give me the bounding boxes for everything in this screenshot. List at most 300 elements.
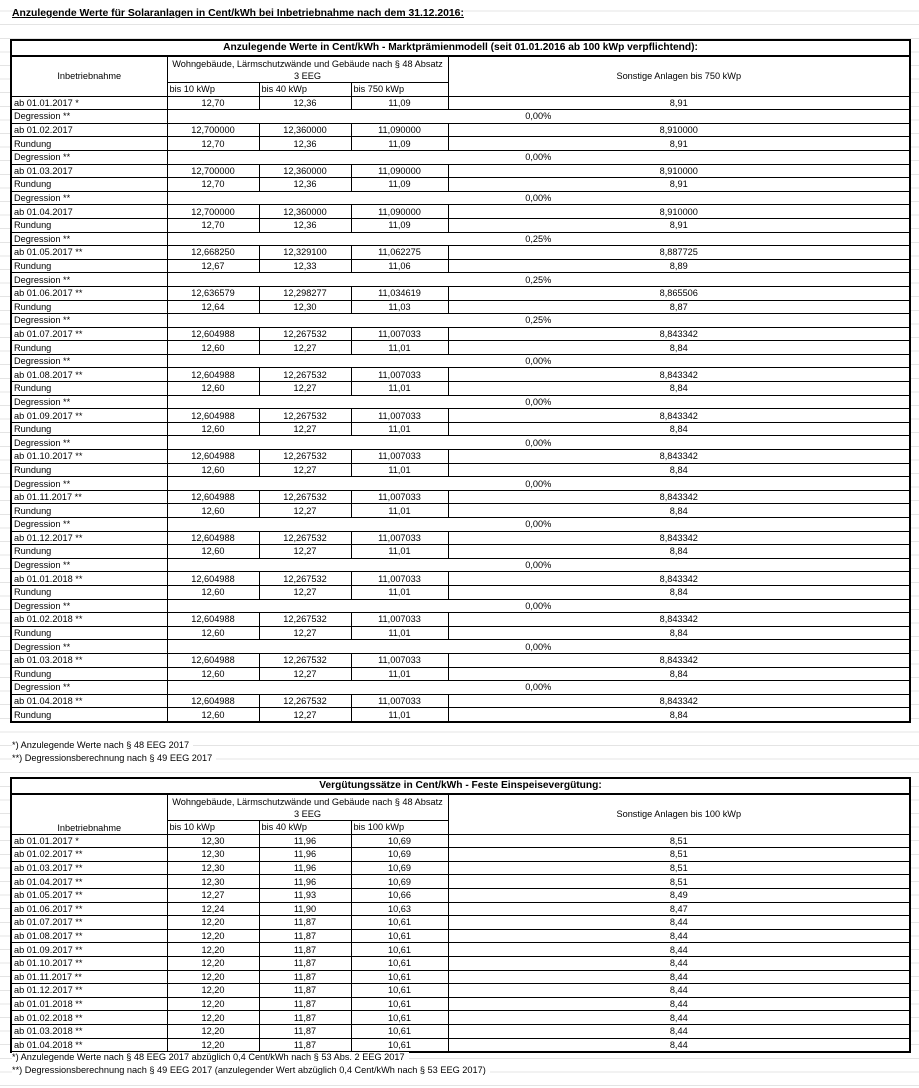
row-label: Rundung xyxy=(11,504,167,518)
value-cell: 11,01 xyxy=(351,422,448,436)
value-cell: 11,93 xyxy=(259,888,351,902)
row-label: ab 01.12.2017 ** xyxy=(11,984,167,998)
value-cell: 8,84 xyxy=(448,504,910,518)
table-row xyxy=(11,956,910,970)
table-row xyxy=(11,626,910,640)
value-cell: 11,007033 xyxy=(351,327,448,341)
row-label: Degression ** xyxy=(11,150,167,164)
row-label: ab 01.02.2018 ** xyxy=(11,613,167,627)
value-cell: 12,267532 xyxy=(259,327,351,341)
value-cell: 11,87 xyxy=(259,956,351,970)
table-row xyxy=(11,504,910,518)
value-cell: 12,604988 xyxy=(167,572,259,586)
value-cell: 12,36 xyxy=(259,178,351,192)
value-cell: 12,360000 xyxy=(259,164,351,178)
value-cell: 11,87 xyxy=(259,1024,351,1038)
degression-row xyxy=(11,640,910,654)
row-label: Degression ** xyxy=(11,354,167,368)
value-cell: 12,20 xyxy=(167,943,259,957)
value-cell: 11,87 xyxy=(259,1011,351,1025)
value-cell: 12,27 xyxy=(259,545,351,559)
value-cell: 8,44 xyxy=(448,970,910,984)
value-cell: 12,20 xyxy=(167,1024,259,1038)
degression-percent: 0,00% xyxy=(167,640,910,654)
degression-percent: 0,00% xyxy=(167,110,910,124)
degression-row xyxy=(11,599,910,613)
degression-percent: 0,00% xyxy=(167,477,910,491)
degression-percent: 0,00% xyxy=(167,599,910,613)
degression-percent: 0,00% xyxy=(167,150,910,164)
value-cell: 11,01 xyxy=(351,341,448,355)
row-label: Rundung xyxy=(11,382,167,396)
value-cell: 10,69 xyxy=(351,861,448,875)
value-cell: 11,87 xyxy=(259,943,351,957)
table-row xyxy=(11,984,910,998)
row-label: ab 01.04.2018 ** xyxy=(11,1038,167,1052)
table-row xyxy=(11,218,910,232)
degression-row xyxy=(11,354,910,368)
value-cell: 12,30 xyxy=(167,875,259,889)
value-cell: 8,843342 xyxy=(448,409,910,423)
value-cell: 11,87 xyxy=(259,984,351,998)
value-cell: 11,007033 xyxy=(351,368,448,382)
table-row xyxy=(11,286,910,300)
row-label: Rundung xyxy=(11,300,167,314)
value-cell: 10,61 xyxy=(351,943,448,957)
value-cell: 8,51 xyxy=(448,848,910,862)
value-cell: 8,84 xyxy=(448,382,910,396)
value-cell: 8,84 xyxy=(448,585,910,599)
row-label: ab 01.12.2017 ** xyxy=(11,531,167,545)
value-cell: 11,01 xyxy=(351,545,448,559)
value-cell: 8,84 xyxy=(448,463,910,477)
value-cell: 12,30 xyxy=(167,848,259,862)
value-cell: 8,84 xyxy=(448,708,910,722)
value-cell: 12,604988 xyxy=(167,368,259,382)
value-cell: 12,60 xyxy=(167,463,259,477)
row-label: ab 01.09.2017 ** xyxy=(11,409,167,423)
value-cell: 11,03 xyxy=(351,300,448,314)
subheader-cell: bis 10 kWp xyxy=(167,821,259,835)
row-label: Rundung xyxy=(11,178,167,192)
row-label: ab 01.06.2017 ** xyxy=(11,286,167,300)
row-label: ab 01.03.2018 ** xyxy=(11,653,167,667)
header-row xyxy=(11,794,910,821)
value-cell: 8,843342 xyxy=(448,572,910,586)
value-cell: 12,70 xyxy=(167,218,259,232)
value-cell: 11,01 xyxy=(351,504,448,518)
column-header-inbetriebnahme: Inbetriebnahme xyxy=(11,794,167,834)
value-cell: 11,01 xyxy=(351,708,448,722)
value-cell: 10,61 xyxy=(351,956,448,970)
degression-row xyxy=(11,436,910,450)
degression-percent: 0,00% xyxy=(167,558,910,572)
row-label: Degression ** xyxy=(11,436,167,450)
row-label: ab 01.05.2017 ** xyxy=(11,246,167,260)
value-cell: 12,60 xyxy=(167,422,259,436)
row-label: Rundung xyxy=(11,137,167,151)
value-cell: 12,27 xyxy=(259,626,351,640)
table-row xyxy=(11,450,910,464)
table-row xyxy=(11,888,910,902)
value-cell: 12,27 xyxy=(167,888,259,902)
value-cell: 11,062275 xyxy=(351,246,448,260)
value-cell: 12,20 xyxy=(167,997,259,1011)
value-cell: 12,60 xyxy=(167,585,259,599)
row-label: Rundung xyxy=(11,259,167,273)
value-cell: 8,44 xyxy=(448,984,910,998)
row-label: ab 01.04.2018 ** xyxy=(11,694,167,708)
row-label: ab 01.01.2017 * xyxy=(11,834,167,848)
value-cell: 11,09 xyxy=(351,178,448,192)
column-header-inbetriebnahme: Inbetriebnahme xyxy=(11,56,167,96)
value-cell: 8,44 xyxy=(448,1024,910,1038)
row-label: Degression ** xyxy=(11,518,167,532)
value-cell: 10,63 xyxy=(351,902,448,916)
value-cell: 11,01 xyxy=(351,463,448,477)
value-cell: 11,06 xyxy=(351,259,448,273)
table-row xyxy=(11,341,910,355)
value-cell: 12,27 xyxy=(259,708,351,722)
table-row xyxy=(11,137,910,151)
table-caption-row xyxy=(11,778,910,794)
value-cell: 12,604988 xyxy=(167,653,259,667)
value-cell: 8,843342 xyxy=(448,450,910,464)
value-cell: 11,007033 xyxy=(351,694,448,708)
value-cell: 11,01 xyxy=(351,667,448,681)
value-cell: 12,64 xyxy=(167,300,259,314)
column-header-group: Wohngebäude, Lärmschutzwände und Gebäude nach § 48 Absatz 3 EEG xyxy=(167,794,448,821)
row-label: Degression ** xyxy=(11,681,167,695)
value-cell: 11,01 xyxy=(351,382,448,396)
value-cell: 10,61 xyxy=(351,970,448,984)
value-cell: 12,700000 xyxy=(167,205,259,219)
value-cell: 8,843342 xyxy=(448,368,910,382)
value-cell: 10,61 xyxy=(351,1011,448,1025)
table-row xyxy=(11,205,910,219)
table-row xyxy=(11,943,910,957)
row-label: ab 01.08.2017 ** xyxy=(11,929,167,943)
table-row xyxy=(11,164,910,178)
table-row xyxy=(11,997,910,1011)
column-header-other: Sonstige Anlagen bis 750 kWp xyxy=(448,56,910,96)
value-cell: 11,090000 xyxy=(351,164,448,178)
row-label: ab 01.05.2017 ** xyxy=(11,888,167,902)
row-label: ab 01.11.2017 ** xyxy=(11,970,167,984)
value-cell: 8,84 xyxy=(448,545,910,559)
table-row xyxy=(11,246,910,260)
value-cell: 12,700000 xyxy=(167,123,259,137)
value-cell: 12,329100 xyxy=(259,246,351,260)
value-cell: 11,007033 xyxy=(351,531,448,545)
value-cell: 12,604988 xyxy=(167,531,259,545)
value-cell: 8,91 xyxy=(448,218,910,232)
table-row xyxy=(11,572,910,586)
value-cell: 8,910000 xyxy=(448,123,910,137)
value-cell: 11,007033 xyxy=(351,613,448,627)
table-row xyxy=(11,1011,910,1025)
value-cell: 12,298277 xyxy=(259,286,351,300)
value-cell: 12,33 xyxy=(259,259,351,273)
value-cell: 12,20 xyxy=(167,956,259,970)
value-cell: 12,27 xyxy=(259,585,351,599)
value-cell: 12,267532 xyxy=(259,368,351,382)
subheader-cell: bis 10 kWp xyxy=(167,83,259,97)
row-label: ab 01.01.2017 * xyxy=(11,96,167,110)
value-cell: 11,090000 xyxy=(351,205,448,219)
degression-row xyxy=(11,273,910,287)
row-label: ab 01.04.2017 xyxy=(11,205,167,219)
feed-in-table-body xyxy=(11,778,910,1052)
market-premium-table-body xyxy=(11,40,910,722)
table-row xyxy=(11,667,910,681)
value-cell: 11,007033 xyxy=(351,450,448,464)
value-cell: 12,20 xyxy=(167,970,259,984)
row-label: Rundung xyxy=(11,545,167,559)
degression-percent: 0,00% xyxy=(167,191,910,205)
value-cell: 12,360000 xyxy=(259,123,351,137)
table-row xyxy=(11,463,910,477)
row-label: ab 01.10.2017 ** xyxy=(11,956,167,970)
value-cell: 12,604988 xyxy=(167,613,259,627)
degression-row xyxy=(11,191,910,205)
row-label: ab 01.03.2017 xyxy=(11,164,167,178)
value-cell: 12,30 xyxy=(259,300,351,314)
column-header-group: Wohngebäude, Lärmschutzwände und Gebäude nach § 48 Absatz 3 EEG xyxy=(167,56,448,83)
table-row xyxy=(11,422,910,436)
value-cell: 10,69 xyxy=(351,875,448,889)
value-cell: 12,267532 xyxy=(259,531,351,545)
value-cell: 11,01 xyxy=(351,626,448,640)
table-row xyxy=(11,916,910,930)
subheader-cell: bis 100 kWp xyxy=(351,821,448,835)
value-cell: 12,20 xyxy=(167,1011,259,1025)
header-row xyxy=(11,56,910,83)
row-label: ab 01.02.2017 xyxy=(11,123,167,137)
degression-percent: 0,00% xyxy=(167,681,910,695)
value-cell: 8,89 xyxy=(448,259,910,273)
value-cell: 8,44 xyxy=(448,956,910,970)
table-row xyxy=(11,123,910,137)
value-cell: 11,87 xyxy=(259,929,351,943)
table-row xyxy=(11,970,910,984)
degression-percent: 0,00% xyxy=(167,354,910,368)
value-cell: 8,84 xyxy=(448,341,910,355)
row-label: ab 01.03.2017 ** xyxy=(11,861,167,875)
value-cell: 10,66 xyxy=(351,888,448,902)
table-caption-row xyxy=(11,40,910,56)
row-label: Degression ** xyxy=(11,191,167,205)
value-cell: 11,87 xyxy=(259,1038,351,1052)
value-cell: 12,60 xyxy=(167,341,259,355)
table-row xyxy=(11,368,910,382)
table-row xyxy=(11,875,910,889)
value-cell: 11,09 xyxy=(351,96,448,110)
value-cell: 12,604988 xyxy=(167,327,259,341)
table-row xyxy=(11,1038,910,1052)
row-label: ab 01.08.2017 ** xyxy=(11,368,167,382)
value-cell: 11,09 xyxy=(351,137,448,151)
value-cell: 12,70 xyxy=(167,137,259,151)
table-row xyxy=(11,382,910,396)
row-label: ab 01.10.2017 ** xyxy=(11,450,167,464)
row-label: Rundung xyxy=(11,585,167,599)
value-cell: 8,51 xyxy=(448,861,910,875)
market-premium-table xyxy=(10,39,911,723)
value-cell: 8,887725 xyxy=(448,246,910,260)
row-label: ab 01.11.2017 ** xyxy=(11,490,167,504)
degression-row xyxy=(11,232,910,246)
value-cell: 12,267532 xyxy=(259,572,351,586)
value-cell: 8,910000 xyxy=(448,164,910,178)
value-cell: 10,61 xyxy=(351,1024,448,1038)
row-label: Degression ** xyxy=(11,477,167,491)
value-cell: 12,27 xyxy=(259,667,351,681)
value-cell: 11,96 xyxy=(259,834,351,848)
table-row xyxy=(11,929,910,943)
value-cell: 12,70 xyxy=(167,178,259,192)
table-row xyxy=(11,585,910,599)
table-row xyxy=(11,259,910,273)
value-cell: 11,007033 xyxy=(351,409,448,423)
value-cell: 11,09 xyxy=(351,218,448,232)
table-row xyxy=(11,327,910,341)
row-label: Degression ** xyxy=(11,110,167,124)
row-label: Rundung xyxy=(11,708,167,722)
table-row xyxy=(11,902,910,916)
value-cell: 8,44 xyxy=(448,997,910,1011)
value-cell: 8,91 xyxy=(448,178,910,192)
table-row xyxy=(11,861,910,875)
value-cell: 8,843342 xyxy=(448,694,910,708)
row-label: ab 01.06.2017 ** xyxy=(11,902,167,916)
degression-percent: 0,25% xyxy=(167,273,910,287)
value-cell: 8,47 xyxy=(448,902,910,916)
value-cell: 12,20 xyxy=(167,929,259,943)
row-label: ab 01.09.2017 ** xyxy=(11,943,167,957)
value-cell: 12,267532 xyxy=(259,613,351,627)
degression-row xyxy=(11,110,910,124)
value-cell: 12,360000 xyxy=(259,205,351,219)
degression-percent: 0,25% xyxy=(167,314,910,328)
value-cell: 12,27 xyxy=(259,422,351,436)
table-row xyxy=(11,178,910,192)
degression-row xyxy=(11,558,910,572)
value-cell: 12,60 xyxy=(167,545,259,559)
value-cell: 12,267532 xyxy=(259,450,351,464)
degression-percent: 0,00% xyxy=(167,395,910,409)
value-cell: 12,20 xyxy=(167,916,259,930)
table-row xyxy=(11,300,910,314)
row-label: ab 01.07.2017 ** xyxy=(11,327,167,341)
value-cell: 8,84 xyxy=(448,667,910,681)
value-cell: 11,87 xyxy=(259,997,351,1011)
value-cell: 10,69 xyxy=(351,848,448,862)
value-cell: 8,84 xyxy=(448,422,910,436)
value-cell: 8,843342 xyxy=(448,531,910,545)
row-label: Rundung xyxy=(11,422,167,436)
table-row xyxy=(11,708,910,722)
value-cell: 8,843342 xyxy=(448,327,910,341)
value-cell: 12,20 xyxy=(167,984,259,998)
value-cell: 12,267532 xyxy=(259,694,351,708)
value-cell: 12,636579 xyxy=(167,286,259,300)
value-cell: 8,44 xyxy=(448,943,910,957)
value-cell: 12,36 xyxy=(259,96,351,110)
value-cell: 8,44 xyxy=(448,929,910,943)
value-cell: 12,267532 xyxy=(259,409,351,423)
value-cell: 8,51 xyxy=(448,834,910,848)
subheader-cell: bis 750 kWp xyxy=(351,83,448,97)
value-cell: 11,01 xyxy=(351,585,448,599)
value-cell: 8,910000 xyxy=(448,205,910,219)
degression-row xyxy=(11,681,910,695)
value-cell: 12,267532 xyxy=(259,653,351,667)
row-label: Rundung xyxy=(11,463,167,477)
value-cell: 12,60 xyxy=(167,382,259,396)
row-label: Degression ** xyxy=(11,599,167,613)
footnote: **) Degressionsberechnung nach § 49 EEG 2017 xyxy=(12,753,216,763)
degression-percent: 0,00% xyxy=(167,518,910,532)
row-label: ab 01.07.2017 ** xyxy=(11,916,167,930)
value-cell: 8,44 xyxy=(448,1038,910,1052)
table-caption: Anzulegende Werte in Cent/kWh - Marktprämienmodell (seit 01.01.2016 ab 100 kWp verpflichtend): xyxy=(11,40,910,56)
row-label: ab 01.03.2018 ** xyxy=(11,1024,167,1038)
value-cell: 8,51 xyxy=(448,875,910,889)
feed-in-table xyxy=(10,777,911,1053)
row-label: Degression ** xyxy=(11,640,167,654)
value-cell: 8,87 xyxy=(448,300,910,314)
row-label: ab 01.02.2017 ** xyxy=(11,848,167,862)
value-cell: 8,91 xyxy=(448,96,910,110)
degression-row xyxy=(11,395,910,409)
degression-row xyxy=(11,150,910,164)
row-label: Rundung xyxy=(11,626,167,640)
value-cell: 12,36 xyxy=(259,137,351,151)
table-row xyxy=(11,694,910,708)
table-row xyxy=(11,653,910,667)
value-cell: 12,700000 xyxy=(167,164,259,178)
value-cell: 10,69 xyxy=(351,834,448,848)
table-row xyxy=(11,834,910,848)
table-row xyxy=(11,409,910,423)
column-header-other: Sonstige Anlagen bis 100 kWp xyxy=(448,794,910,834)
degression-row xyxy=(11,518,910,532)
footnote: *) Anzulegende Werte nach § 48 EEG 2017 xyxy=(12,740,193,750)
value-cell: 8,44 xyxy=(448,1011,910,1025)
value-cell: 12,27 xyxy=(259,341,351,355)
value-cell: 11,007033 xyxy=(351,653,448,667)
value-cell: 11,090000 xyxy=(351,123,448,137)
value-cell: 11,96 xyxy=(259,848,351,862)
value-cell: 12,30 xyxy=(167,861,259,875)
table-row xyxy=(11,531,910,545)
degression-percent: 0,00% xyxy=(167,436,910,450)
value-cell: 10,61 xyxy=(351,997,448,1011)
table-row xyxy=(11,848,910,862)
table-row xyxy=(11,1024,910,1038)
footnote: *) Anzulegende Werte nach § 48 EEG 2017 abzüglich 0,4 Cent/kWh nach § 53 Abs. 2 EEG 2017 xyxy=(12,1052,409,1062)
value-cell: 8,49 xyxy=(448,888,910,902)
value-cell: 11,007033 xyxy=(351,572,448,586)
value-cell: 11,034619 xyxy=(351,286,448,300)
value-cell: 8,44 xyxy=(448,916,910,930)
footnote: **) Degressionsberechnung nach § 49 EEG 2017 (anzulegender Wert abzüglich 0,4 Cent/kWh nach § 53 EEG 2017) xyxy=(12,1065,490,1075)
value-cell: 12,60 xyxy=(167,667,259,681)
value-cell: 11,007033 xyxy=(351,490,448,504)
value-cell: 11,87 xyxy=(259,970,351,984)
value-cell: 12,27 xyxy=(259,382,351,396)
